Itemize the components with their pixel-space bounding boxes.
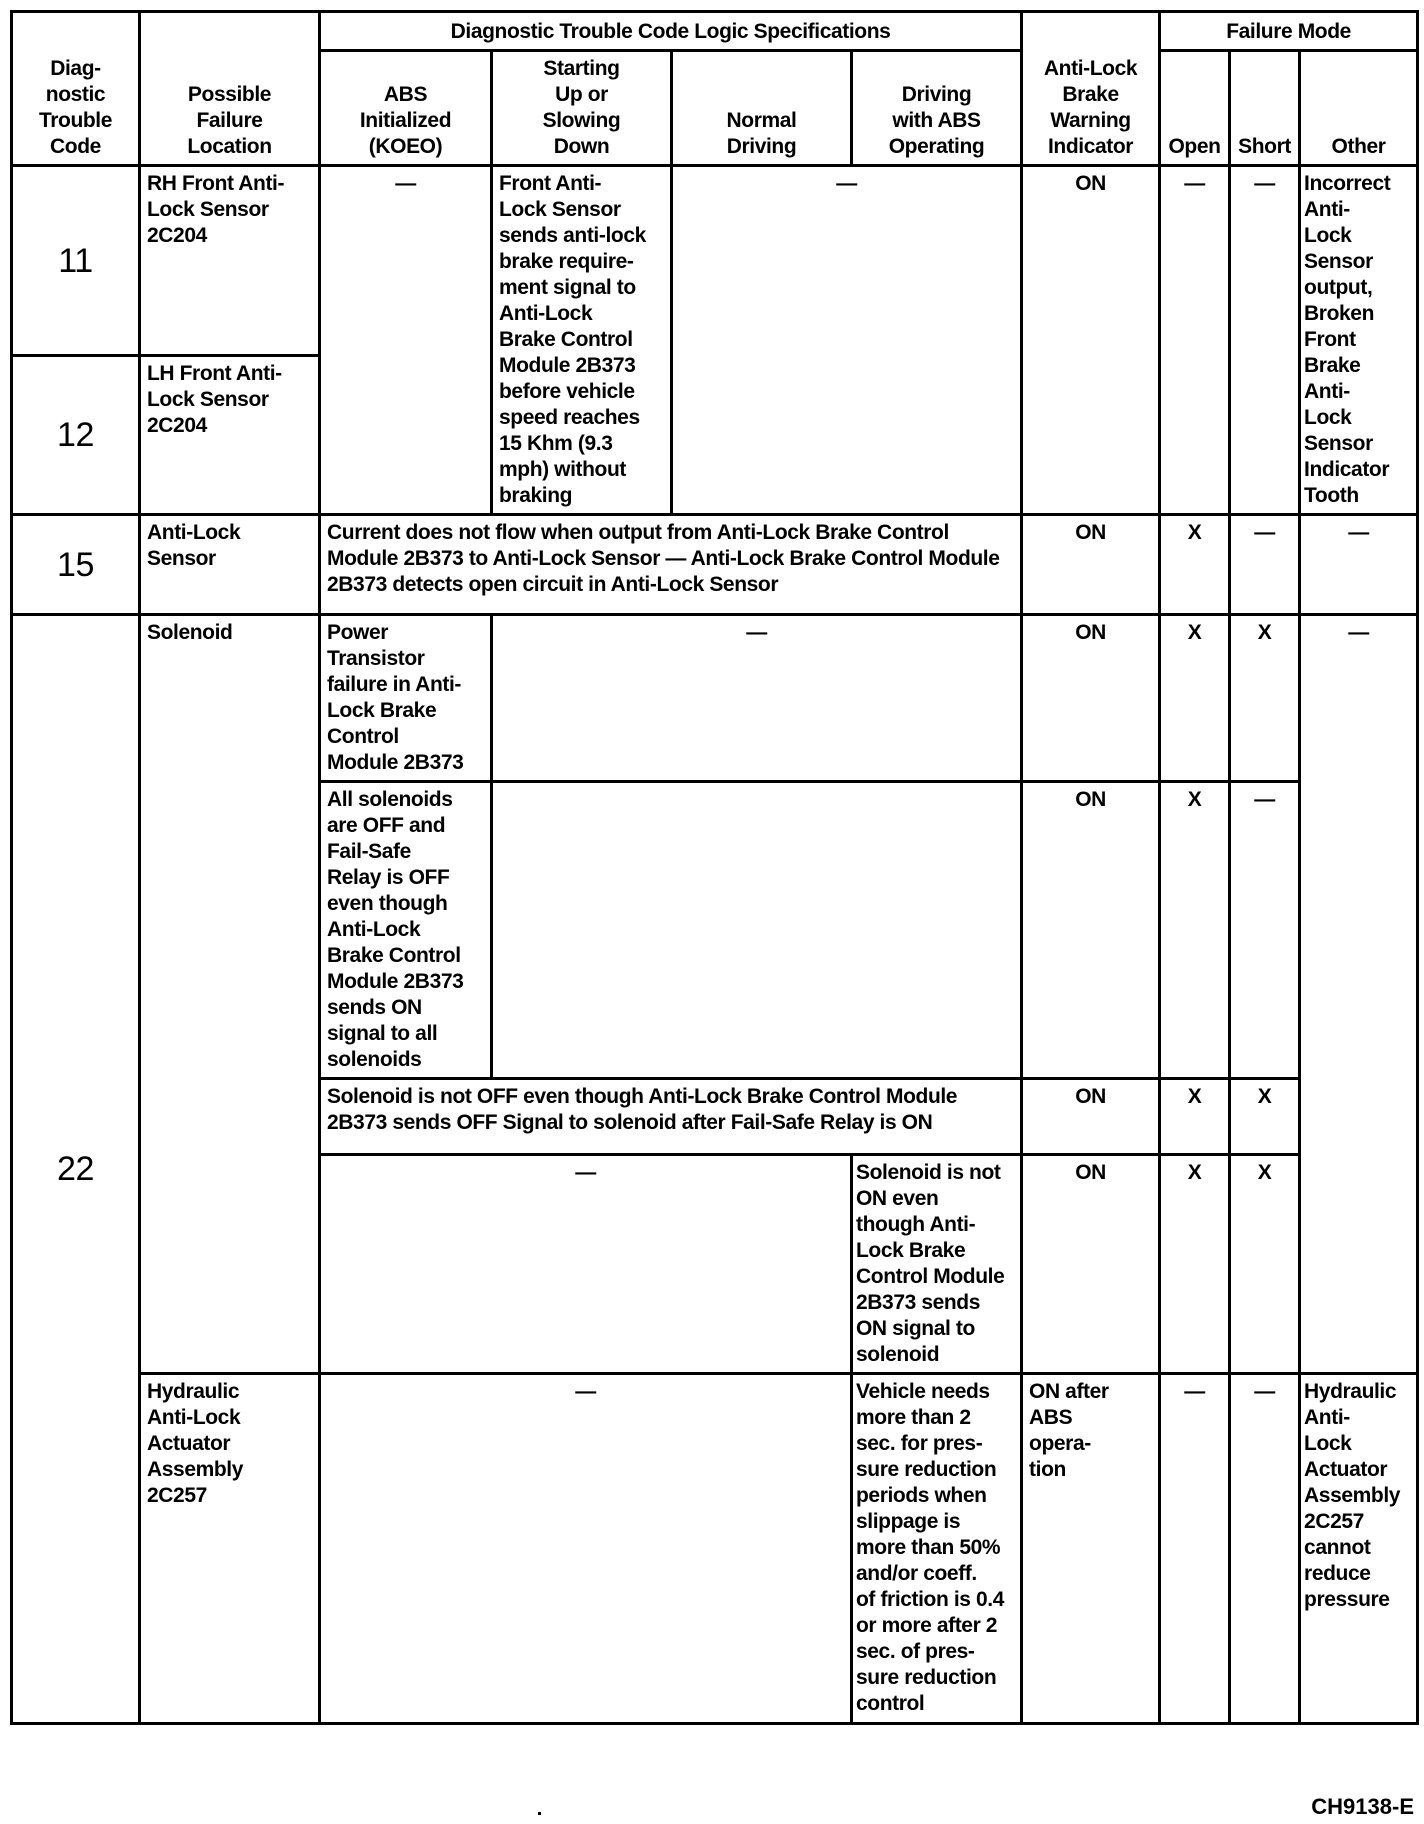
dtc-code: 11 xyxy=(12,166,140,356)
table-row-dtc-15 xyxy=(12,515,1418,615)
failure-short-value: — xyxy=(1230,1374,1300,1724)
header-starting-slowing: Starting Up or Slowing Down xyxy=(492,51,672,166)
failure-open-value: X xyxy=(1160,782,1230,1079)
header-location: Possible Failure Location xyxy=(140,12,320,166)
failure-other-value: Hydraulic Anti- Lock Actuator Assembly 2C257 cannot reduce pressure xyxy=(1300,1374,1418,1724)
warning-indicator-value: ON xyxy=(1022,1079,1160,1155)
abs-initialized-value: All solenoids are OFF and Fail-Safe Relay is OFF even though Anti-Lock Brake Control Module 2B373 sends ON signal to all solenoids xyxy=(320,782,492,1079)
logic-spec-value: — xyxy=(492,615,1022,782)
header-dtc: Diag- nostic Trouble Code xyxy=(12,12,140,166)
dtc-code: 12 xyxy=(12,356,140,515)
failure-short-value: — xyxy=(1230,782,1300,1079)
header-abs-initialized: ABS Initialized (KOEO) xyxy=(320,51,492,166)
warning-indicator-value: ON xyxy=(1022,166,1160,515)
dtc-code: 15 xyxy=(12,515,140,615)
failure-short-value: — xyxy=(1230,515,1300,615)
failure-short-value: X xyxy=(1230,615,1300,782)
driving-values: — xyxy=(672,166,1022,515)
logic-spec-value: Current does not flow when output from Anti-Lock Brake Control Module 2B373 to Anti-Lock Sensor — Anti-Lock Brake Control Module 2B373 detects open circuit in Anti-Lock Sensor xyxy=(320,515,1022,615)
logic-spec-value: — xyxy=(320,1155,852,1374)
warning-indicator-value: ON xyxy=(1022,782,1160,1079)
failure-location: LH Front Anti- Lock Sensor 2C204 xyxy=(140,356,320,515)
table-row-dtc-11 xyxy=(12,166,1418,356)
starting-slowing-value: Front Anti- Lock Sensor sends anti-lock brake require- ment signal to Anti-Lock Brake Control Module 2B373 before vehicle speed reaches 15 Khm (9.3 mph) without braking xyxy=(492,166,672,515)
warning-indicator-value: ON xyxy=(1022,1155,1160,1374)
failure-other-value: — xyxy=(1300,515,1418,615)
failure-other-value: — xyxy=(1300,615,1418,1374)
failure-open-value: — xyxy=(1160,166,1230,515)
abs-initialized-value: Power Transistor failure in Anti- Lock Brake Control Module 2B373 xyxy=(320,615,492,782)
header-normal-driving: Normal Driving xyxy=(672,51,852,166)
header-driving-abs: Driving with ABS Operating xyxy=(852,51,1022,166)
table-row-dtc-22-solenoid-a xyxy=(12,615,1418,782)
driving-abs-value: Vehicle needs more than 2 sec. for pres- sure reduction periods when slippage is more than 50% and/or coeff. of friction is 0.4 or more after 2 sec. of pres- sure reduction control xyxy=(852,1374,1022,1724)
header-row-groups xyxy=(12,12,1418,51)
header-short: Short xyxy=(1230,51,1300,166)
dtc-logic-table xyxy=(10,10,1419,1725)
failure-open-value: X xyxy=(1160,615,1230,782)
failure-open-value: — xyxy=(1160,1374,1230,1724)
header-failure-mode-group: Failure Mode xyxy=(1160,12,1418,51)
failure-short-value: X xyxy=(1230,1155,1300,1374)
failure-location: Solenoid xyxy=(140,615,320,1374)
failure-location: Anti-Lock Sensor xyxy=(140,515,320,615)
failure-location: Hydraulic Anti-Lock Actuator Assembly 2C257 xyxy=(140,1374,320,1724)
logic-spec-value: Solenoid is not OFF even though Anti-Lock Brake Control Module 2B373 sends OFF Signal to solenoid after Fail-Safe Relay is ON xyxy=(320,1079,1022,1155)
figure-id: CH9138-E xyxy=(1311,1794,1414,1819)
warning-indicator-value: ON xyxy=(1022,515,1160,615)
abs-initialized-value: — xyxy=(320,166,492,515)
logic-spec-value: — xyxy=(320,1374,852,1724)
table-row-dtc-22-hydraulic xyxy=(12,1374,1418,1724)
header-other: Other xyxy=(1300,51,1418,166)
header-warning-indicator: Anti-Lock Brake Warning Indicator xyxy=(1022,12,1160,166)
warning-indicator-value: ON after ABS opera- tion xyxy=(1022,1374,1160,1724)
scan-speck xyxy=(538,1812,541,1815)
failure-location: RH Front Anti- Lock Sensor 2C204 xyxy=(140,166,320,356)
dtc-code: 22 xyxy=(12,615,140,1724)
warning-indicator-value: ON xyxy=(1022,615,1160,782)
failure-open-value: X xyxy=(1160,1079,1230,1155)
header-open: Open xyxy=(1160,51,1230,166)
failure-other-value: Incorrect Anti- Lock Sensor output, Broken Front Brake Anti- Lock Sensor Indicator Tooth xyxy=(1300,166,1418,515)
failure-short-value: X xyxy=(1230,1079,1300,1155)
failure-short-value: — xyxy=(1230,166,1300,515)
failure-open-value: X xyxy=(1160,515,1230,615)
failure-open-value: X xyxy=(1160,1155,1230,1374)
logic-spec-empty xyxy=(492,782,1022,1079)
header-logic-group: Diagnostic Trouble Code Logic Specifications xyxy=(320,12,1022,51)
driving-abs-value: Solenoid is not ON even though Anti- Lock Brake Control Module 2B373 sends ON signal to solenoid xyxy=(852,1155,1022,1374)
